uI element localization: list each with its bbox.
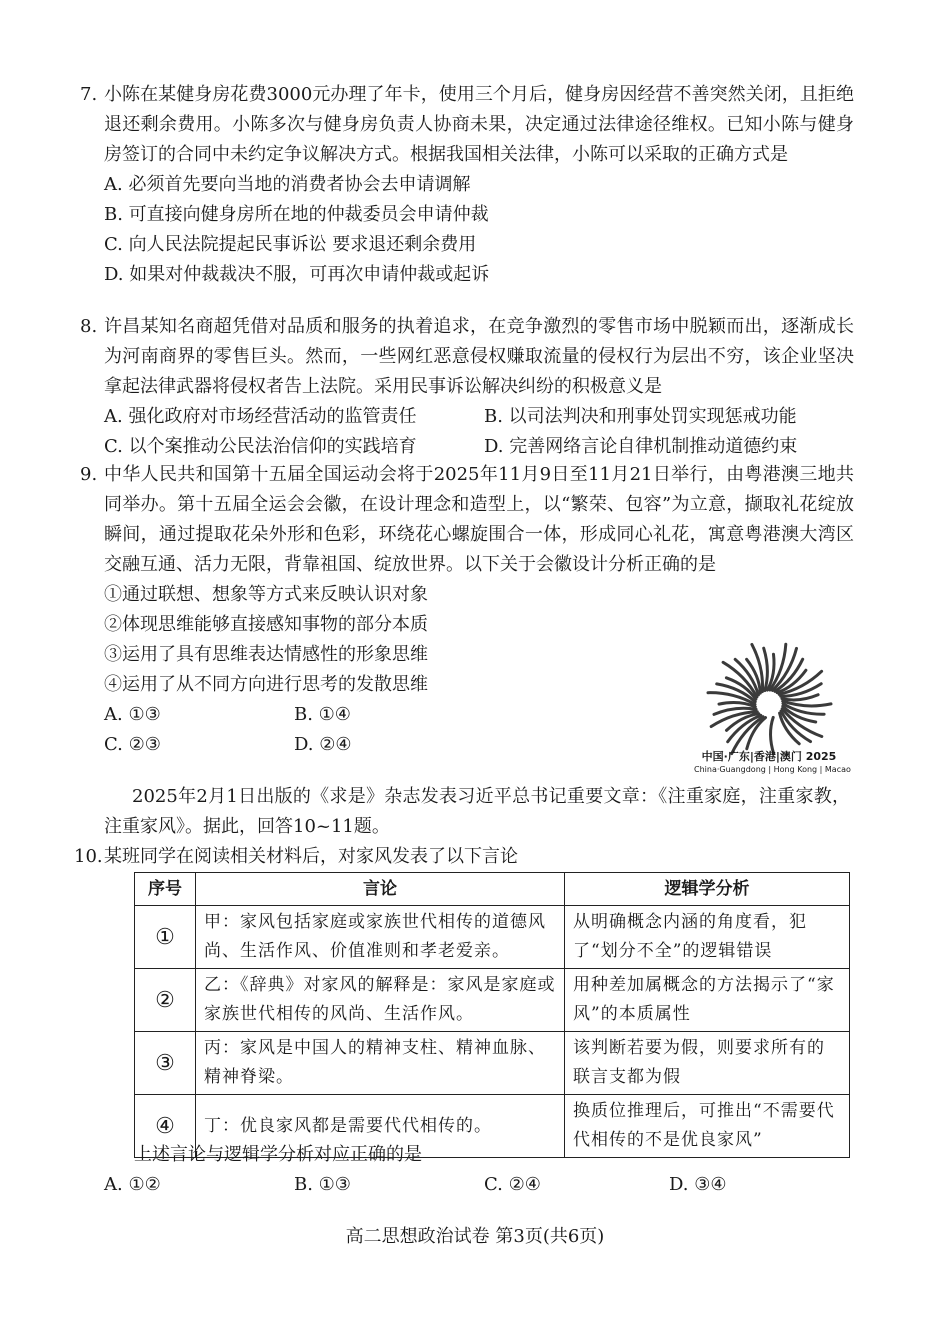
statement-1: ①通过联想、想象等方式来反映认识对象 (104, 584, 428, 605)
question-10-prompt (104, 1140, 854, 1200)
row-speech: 乙：《辞典》对家风的解释是：家风是家庭或家族世代相传的风尚、生活作风。 (196, 969, 565, 1032)
question-stem: 小陈在某健身房花费3000元办理了年卡，使用三个月后，健身房因经营不善突然关闭，且拒绝退还剩余费用。小陈多次与健身房负责人协商未果，决定通过法律途径维权。已知小陈与健身房签订的合同中未约定争议解决方式。根据我国相关法律，小陈可以采取的正确方式是 (104, 84, 854, 165)
material-intro: 2025年2月1日出版的《求是》杂志发表习近平总书记重要文章：《注重家庭，注重家教，注重家风》。据此，回答10~11题。 (104, 786, 850, 837)
option-a: A. ①③ (104, 704, 161, 725)
option-b: B. 可直接向健身房所在地的仲裁委员会申请仲裁 (104, 204, 489, 225)
row-speech: 丙：家风是中国人的精神支柱、精神血脉、精神脊梁。 (196, 1032, 565, 1095)
row-analysis: 用种差加属概念的方法揭示了“家风”的本质属性 (565, 969, 850, 1032)
logic-analysis-table (134, 872, 850, 1158)
option-a: A. 强化政府对市场经营活动的监管责任 (104, 406, 417, 427)
option-b: B. ①④ (294, 704, 351, 725)
option-a: A. 必须首先要向当地的消费者协会去申请调解 (104, 174, 471, 195)
option-c: C. ②③ (104, 734, 161, 755)
table-header-row (135, 873, 850, 906)
row-analysis: 从明确概念内涵的角度看，犯了“划分不全”的逻辑错误 (565, 906, 850, 969)
question-number: 9. (80, 464, 98, 485)
question-10 (74, 842, 854, 872)
option-d: D. 如果对仲裁裁决不服，可再次申请仲裁或起诉 (104, 264, 490, 285)
header-analysis: 逻辑学分析 (565, 873, 850, 906)
row-speech: 丁：优良家风都是需要代代相传的。 (196, 1095, 565, 1158)
option-a: A. ①② (104, 1174, 161, 1195)
question-number: 10. (74, 846, 103, 867)
emblem-petal (783, 701, 831, 706)
table-row (135, 906, 850, 969)
row-analysis: 换质位推理后，可推出“不需要代代相传的不是优良家风” (565, 1095, 850, 1158)
statement-4: ④运用了从不同方向进行思考的发散思维 (104, 674, 428, 695)
statement-3: ③运用了具有思维表达情感性的形象思维 (104, 644, 428, 665)
option-d: D. ②④ (294, 734, 352, 755)
question-number: 7. (80, 84, 98, 105)
header-speech: 言论 (196, 873, 565, 906)
row-speech: 甲：家风包括家庭或家族世代相传的道德风尚、生活作风、价值准则和孝老爱亲。 (196, 906, 565, 969)
emblem-center (760, 695, 778, 713)
header-number: 序号 (135, 873, 196, 906)
question-stem: 中华人民共和国第十五届全国运动会将于2025年11月9日至11月21日举行，由粤港澳三地共同举办。第十五届全运会会徽，在设计理念和造型上，以“繁荣、包容”为立意，撷取礼花绽放瞬间，通过提取花朵外形和色彩，环绕花心螺旋围合一体，形成同心礼花，寓意粤港澳大湾区交融互通、活力无限，背靠祖国、绽放世界。以下关于会徽设计分析正确的是 (104, 464, 854, 575)
question-number: 8. (80, 316, 98, 337)
page-footer: 高二思想政治试卷 第3页(共6页) (345, 1226, 605, 1247)
option-c: C. 以个案推动公民法治信仰的实践培育 (104, 436, 417, 457)
option-d: D. ③④ (669, 1174, 727, 1195)
option-d: D. 完善网络言论自律机制推动道德约束 (484, 436, 798, 457)
question-7 (80, 80, 854, 290)
question-stem: 某班同学在阅读相关材料后，对家风发表了以下言论 (104, 846, 518, 867)
table-row (135, 969, 850, 1032)
statement-2: ②体现思维能够直接感知事物的部分本质 (104, 614, 428, 635)
question-stem: 许昌某知名商超凭借对品质和服务的执着追求，在竞争激烈的零售市场中脱颖而出，逐渐成长为河南商界的零售巨头。然而，一些网红恶意侵权赚取流量的侵权行为层出不穷，该企业坚决拿起法律武器将侵权者告上法院。采用民事诉讼解决纠纷的积极意义是 (104, 316, 854, 397)
row-number: ② (135, 969, 196, 1032)
option-b: B. ①③ (294, 1174, 351, 1195)
emblem-caption: 中国·广东|香港|澳门 2025 (701, 750, 837, 763)
option-b: B. 以司法判决和刑事处罚实现惩戒功能 (484, 406, 797, 427)
option-c: C. ②④ (484, 1174, 541, 1195)
row-number: ③ (135, 1032, 196, 1095)
emblem-petal (771, 717, 774, 753)
emblem-petal (764, 648, 768, 690)
table-row (135, 1032, 850, 1095)
option-c: C. 向人民法院提起民事诉讼 要求退还剩余费用 (104, 234, 477, 255)
question-8 (80, 312, 854, 462)
row-number: ① (135, 906, 196, 969)
row-analysis: 该判断若要为假，则要求所有的联言支都为假 (565, 1032, 850, 1095)
row-number: ④ (135, 1095, 196, 1158)
emblem-caption-english: China·Guangdong | Hong Kong | Macao (694, 765, 851, 774)
question-text: 上述言论与逻辑学分析对应正确的是 (134, 1144, 422, 1165)
